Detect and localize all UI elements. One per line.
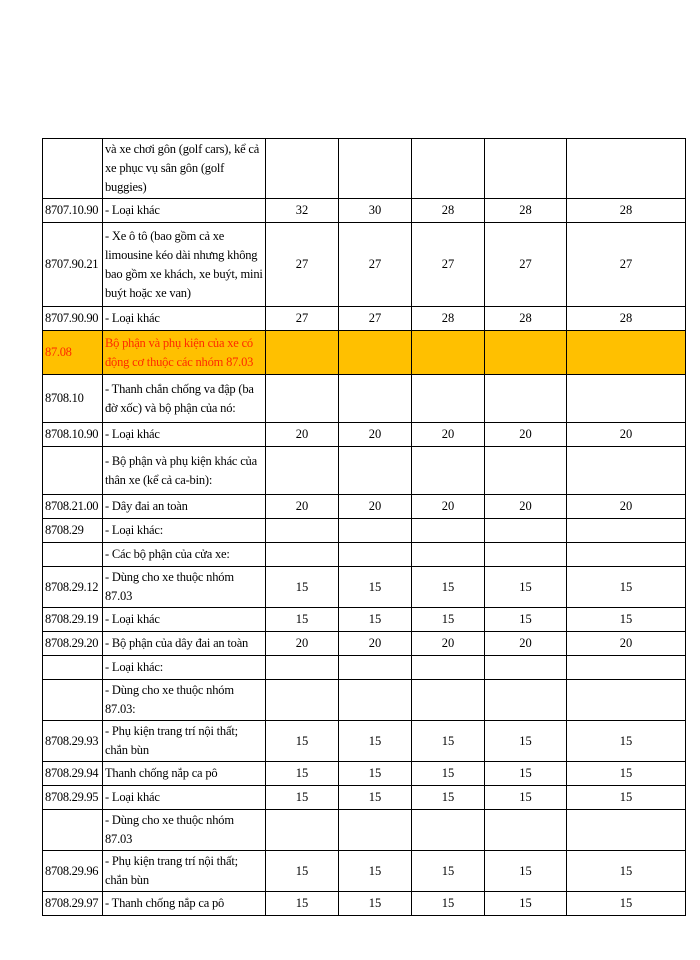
rate-cell [567,656,686,680]
rate-cell: 20 [339,495,412,519]
rate-cell [339,519,412,543]
description-cell: - Phụ kiện trang trí nội thất; chắn bùn [103,851,266,892]
table-row [43,851,686,892]
rate-cell: 20 [412,495,485,519]
rate-cell: 20 [412,423,485,447]
table-row [43,680,686,721]
table-row [43,223,686,307]
rate-cell [339,543,412,567]
rate-cell: 30 [339,199,412,223]
rate-cell: 20 [567,495,686,519]
rate-cell [412,331,485,375]
rate-cell [339,139,412,199]
description-cell: - Dây đai an toàn [103,495,266,519]
rate-cell: 15 [567,786,686,810]
rate-cell [567,375,686,423]
description-cell: - Bộ phận của dây đai an toàn [103,632,266,656]
rate-cell: 15 [339,892,412,916]
table-row [43,139,686,199]
hs-code-cell [43,139,103,199]
description-cell: và xe chơi gôn (golf cars), kể cả xe phục vụ sân gôn (golf buggies) [103,139,266,199]
rate-cell [266,519,339,543]
hs-code-cell: 8708.29.20 [43,632,103,656]
rate-cell: 15 [412,567,485,608]
table-row [43,199,686,223]
rate-cell: 27 [412,223,485,307]
rate-cell: 27 [567,223,686,307]
table-row [43,632,686,656]
rate-cell [485,139,567,199]
description-cell: - Dùng cho xe thuộc nhóm 87.03: [103,680,266,721]
rate-cell: 15 [266,608,339,632]
rate-cell [567,680,686,721]
rate-cell [266,139,339,199]
rate-cell: 20 [485,632,567,656]
hs-code-cell: 8708.29.96 [43,851,103,892]
rate-cell [485,375,567,423]
rate-cell: 15 [266,892,339,916]
rate-cell [567,519,686,543]
rate-cell: 28 [567,199,686,223]
description-cell: - Bộ phận và phụ kiện khác của thân xe (kể cả ca-bin): [103,447,266,495]
rate-cell: 20 [485,423,567,447]
rate-cell [339,447,412,495]
rate-cell: 15 [266,721,339,762]
rate-cell: 15 [485,892,567,916]
rate-cell: 27 [266,223,339,307]
rate-cell: 15 [266,786,339,810]
description-cell: - Phụ kiện trang trí nội thất; chắn bùn [103,721,266,762]
table-row [43,447,686,495]
rate-cell: 15 [567,608,686,632]
rate-cell: 20 [485,495,567,519]
rate-cell: 15 [339,567,412,608]
rate-cell [339,375,412,423]
rate-cell: 28 [412,307,485,331]
hs-code-cell: 8708.29.19 [43,608,103,632]
hs-code-cell: 87.08 [43,331,103,375]
rate-cell: 15 [266,567,339,608]
rate-cell [567,447,686,495]
tariff-table-body [43,139,686,916]
rate-cell: 28 [567,307,686,331]
rate-cell: 20 [266,495,339,519]
description-cell: - Loại khác [103,307,266,331]
rate-cell [567,810,686,851]
rate-cell [339,680,412,721]
rate-cell [412,519,485,543]
table-row [43,543,686,567]
rate-cell [485,543,567,567]
rate-cell [485,519,567,543]
hs-code-cell [43,656,103,680]
description-cell: - Loại khác [103,786,266,810]
rate-cell [339,331,412,375]
rate-cell: 20 [339,632,412,656]
rate-cell: 15 [339,851,412,892]
rate-cell [485,680,567,721]
hs-code-cell: 8708.10 [43,375,103,423]
rate-cell: 15 [266,851,339,892]
rate-cell [412,810,485,851]
description-cell: - Loại khác [103,608,266,632]
hs-code-cell [43,447,103,495]
table-row [43,810,686,851]
rate-cell [339,656,412,680]
hs-code-cell: 8708.10.90 [43,423,103,447]
rate-cell [266,375,339,423]
rate-cell: 15 [485,721,567,762]
rate-cell: 15 [339,608,412,632]
rate-cell [266,656,339,680]
table-row [43,786,686,810]
rate-cell: 15 [339,721,412,762]
description-cell: - Thanh chống nắp ca pô [103,892,266,916]
rate-cell: 15 [567,721,686,762]
table-row [43,495,686,519]
description-cell: - Xe ô tô (bao gồm cả xe limousine kéo dài nhưng không bao gồm xe khách, xe buýt, mini buýt hoặc xe van) [103,223,266,307]
description-cell: - Loại khác [103,199,266,223]
table-row [43,567,686,608]
hs-code-cell: 8708.29.95 [43,786,103,810]
table-row [43,608,686,632]
rate-cell: 15 [412,762,485,786]
rate-cell: 15 [567,567,686,608]
hs-code-cell: 8708.29.94 [43,762,103,786]
rate-cell: 20 [266,423,339,447]
description-cell: Bộ phận và phụ kiện của xe có động cơ thuộc các nhóm 87.03 [103,331,266,375]
table-row [43,375,686,423]
rate-cell: 15 [567,892,686,916]
rate-cell: 20 [567,632,686,656]
rate-cell: 20 [266,632,339,656]
description-cell: - Thanh chắn chống va đập (ba đờ xốc) và bộ phận của nó: [103,375,266,423]
hs-code-cell: 8708.21.00 [43,495,103,519]
rate-cell [485,447,567,495]
rate-cell [485,810,567,851]
hs-code-cell [43,810,103,851]
hs-code-cell: 8708.29.97 [43,892,103,916]
rate-cell [266,543,339,567]
rate-cell: 15 [412,786,485,810]
rate-cell: 15 [485,786,567,810]
rate-cell: 15 [485,567,567,608]
rate-cell: 15 [485,608,567,632]
hs-code-cell: 8707.10.90 [43,199,103,223]
description-cell: - Loại khác [103,423,266,447]
rate-cell [567,139,686,199]
hs-code-cell: 8708.29.12 [43,567,103,608]
rate-cell [412,656,485,680]
table-row [43,721,686,762]
rate-cell [567,543,686,567]
table-row [43,519,686,543]
rate-cell: 20 [412,632,485,656]
rate-cell [567,331,686,375]
rate-cell: 15 [567,762,686,786]
rate-cell [412,680,485,721]
rate-cell: 28 [412,199,485,223]
description-cell: - Dùng cho xe thuộc nhóm 87.03 [103,810,266,851]
rate-cell: 20 [339,423,412,447]
table-row [43,423,686,447]
description-cell: - Các bộ phận của cửa xe: [103,543,266,567]
table-row [43,656,686,680]
table-row [43,892,686,916]
hs-code-cell [43,680,103,721]
table-row [43,307,686,331]
rate-cell: 15 [567,851,686,892]
rate-cell [266,810,339,851]
description-cell: - Loại khác: [103,656,266,680]
rate-cell [339,810,412,851]
hs-code-cell: 8708.29 [43,519,103,543]
rate-cell: 20 [567,423,686,447]
rate-cell: 27 [485,223,567,307]
hs-code-cell: 8707.90.21 [43,223,103,307]
table-row [43,331,686,375]
table-row [43,762,686,786]
rate-cell [412,375,485,423]
description-cell: Thanh chống nắp ca pô [103,762,266,786]
rate-cell [266,447,339,495]
rate-cell [412,447,485,495]
rate-cell: 15 [339,786,412,810]
rate-cell: 15 [412,721,485,762]
rate-cell [412,543,485,567]
rate-cell: 27 [339,223,412,307]
rate-cell: 15 [485,851,567,892]
rate-cell: 15 [412,892,485,916]
rate-cell [485,656,567,680]
rate-cell: 32 [266,199,339,223]
rate-cell: 15 [412,851,485,892]
rate-cell: 27 [266,307,339,331]
rate-cell [266,680,339,721]
rate-cell [485,331,567,375]
rate-cell: 15 [485,762,567,786]
tariff-table [42,138,686,916]
description-cell: - Loại khác: [103,519,266,543]
rate-cell: 15 [266,762,339,786]
rate-cell: 27 [339,307,412,331]
rate-cell: 28 [485,307,567,331]
hs-code-cell: 8707.90.90 [43,307,103,331]
hs-code-cell [43,543,103,567]
hs-code-cell: 8708.29.93 [43,721,103,762]
rate-cell [266,331,339,375]
rate-cell: 28 [485,199,567,223]
rate-cell: 15 [412,608,485,632]
rate-cell [412,139,485,199]
rate-cell: 15 [339,762,412,786]
description-cell: - Dùng cho xe thuộc nhóm 87.03 [103,567,266,608]
